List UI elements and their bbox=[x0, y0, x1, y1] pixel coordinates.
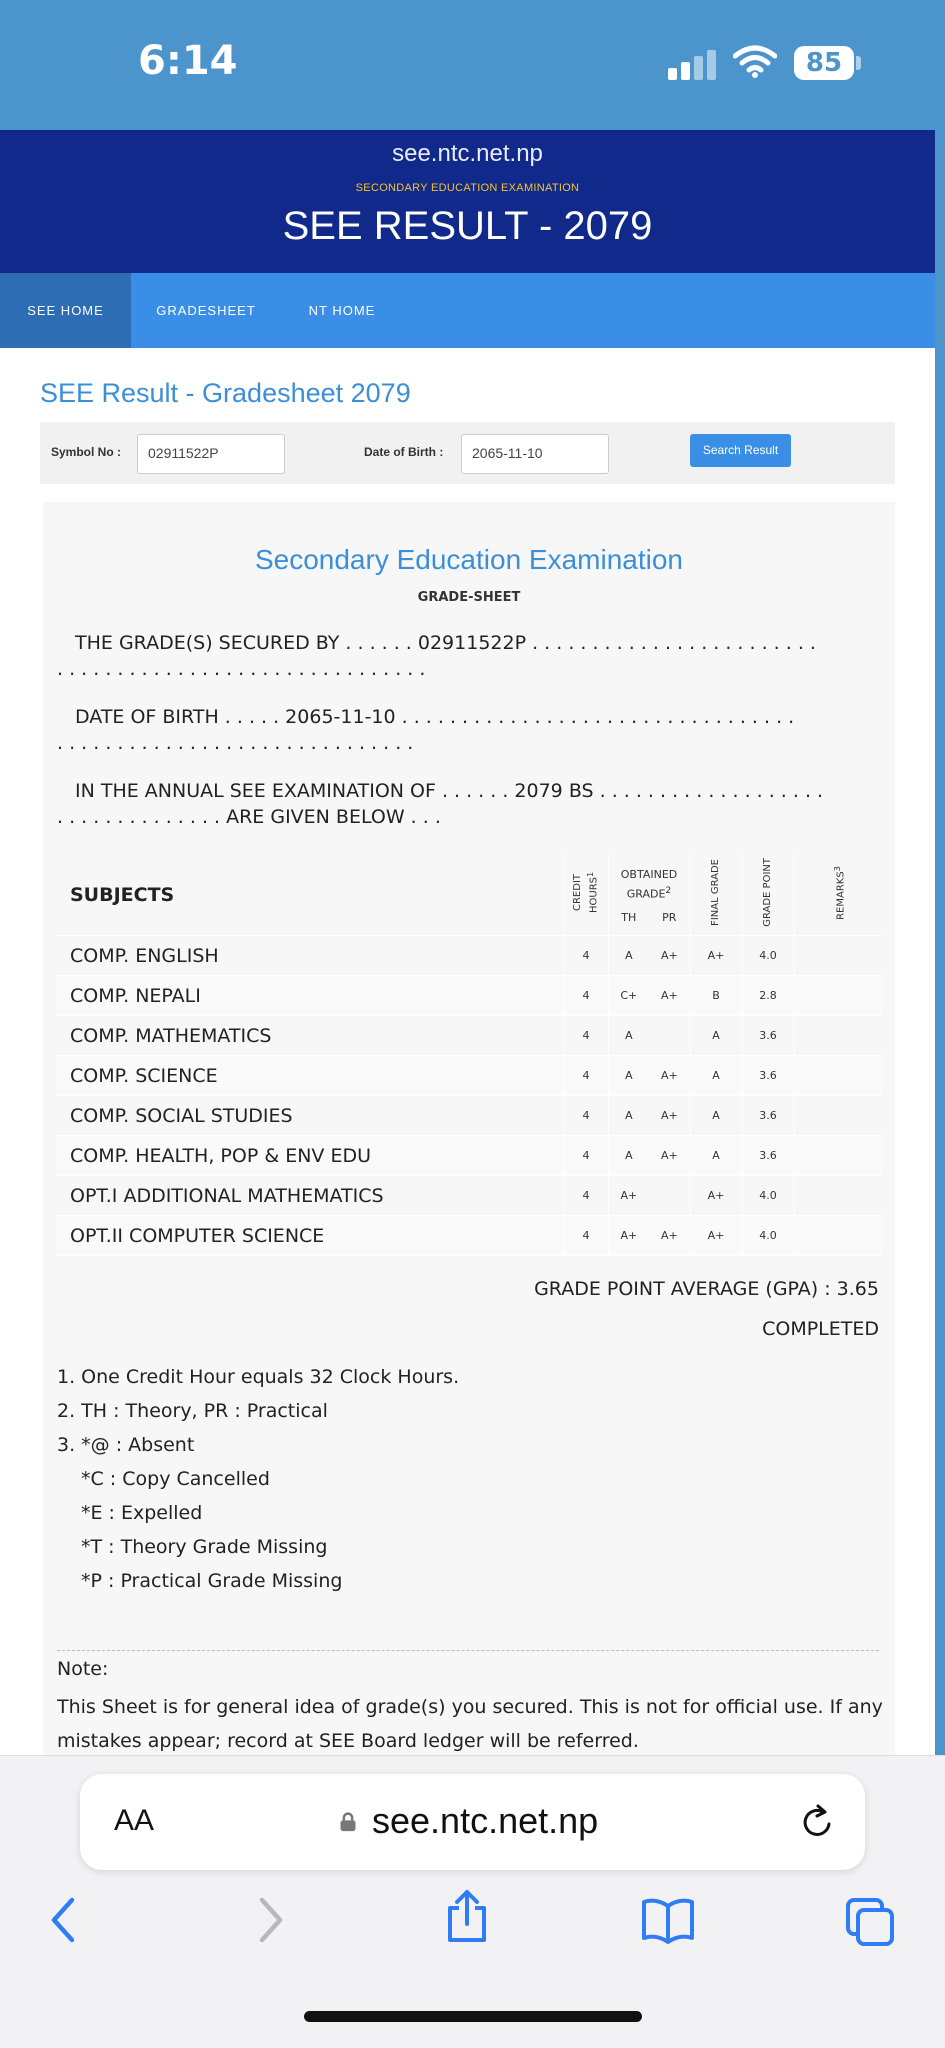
subject-cell: COMP. HEALTH, POP & ENV EDU bbox=[56, 1136, 564, 1176]
note-text: This Sheet is for general idea of grade(s) you secured. This is not for official use. If any mistakes appear; record at SEE Board ledger will be referred. bbox=[57, 1696, 883, 1752]
symbol-label: Symbol No : bbox=[51, 445, 122, 459]
table-row bbox=[56, 1176, 883, 1216]
battery-indicator: 85 bbox=[794, 46, 854, 80]
grade-table bbox=[56, 854, 883, 1256]
site-title: SEE RESULT - 2079 bbox=[282, 204, 653, 248]
remarks-cell bbox=[794, 936, 883, 976]
nav-nt-home[interactable]: NT HOME bbox=[308, 303, 376, 318]
sheet-subtitle: GRADE-SHEET bbox=[417, 590, 521, 605]
header-obtained-label: OBTAINED GRADE bbox=[620, 868, 678, 901]
th-grade-cell: A bbox=[608, 1016, 649, 1056]
statement-line: . . . . . . . . . . . . . . ARE GIVEN BELOW . . . bbox=[57, 806, 441, 828]
credit-cell: 4 bbox=[564, 936, 608, 976]
share-icon[interactable] bbox=[444, 1888, 490, 1944]
gpa-value: GRADE POINT AVERAGE (GPA) : 3.65 bbox=[534, 1278, 879, 1300]
navbar bbox=[0, 273, 935, 348]
footnote-subitem: *E : Expelled bbox=[81, 1502, 203, 1524]
grade-point-cell: 4.0 bbox=[742, 1216, 794, 1256]
search-form bbox=[40, 422, 895, 484]
remarks-cell bbox=[794, 1056, 883, 1096]
reload-icon[interactable] bbox=[798, 1802, 838, 1842]
statement-exam bbox=[57, 778, 887, 830]
subject-cell: OPT.I ADDITIONAL MATHEMATICS bbox=[56, 1176, 564, 1216]
table-row bbox=[56, 1216, 883, 1256]
page-title: SEE Result - Gradesheet 2079 bbox=[40, 378, 411, 408]
final-grade-cell: A+ bbox=[690, 936, 742, 976]
grade-point-cell: 4.0 bbox=[742, 1176, 794, 1216]
header-final-text: FINAL GRADE bbox=[710, 859, 721, 926]
forward-icon[interactable] bbox=[252, 1896, 288, 1944]
site-header bbox=[0, 130, 935, 273]
subject-cell: COMP. ENGLISH bbox=[56, 936, 564, 976]
header-remarks-sup: 3 bbox=[831, 865, 842, 871]
remarks-cell bbox=[794, 1136, 883, 1176]
credit-cell: 4 bbox=[564, 1136, 608, 1176]
table-row bbox=[56, 1096, 883, 1136]
divider bbox=[57, 1650, 879, 1651]
header-obtained-sup: 2 bbox=[665, 885, 672, 897]
subject-cell: COMP. SCIENCE bbox=[56, 1056, 564, 1096]
subject-cell: COMP. MATHEMATICS bbox=[56, 1016, 564, 1056]
pr-grade-cell: A+ bbox=[649, 1216, 690, 1256]
address-bar[interactable] bbox=[80, 1774, 865, 1870]
header-obtained-grade bbox=[608, 854, 690, 936]
credit-cell: 4 bbox=[564, 1016, 608, 1056]
sheet-title: Secondary Education Examination bbox=[254, 544, 684, 575]
table-row bbox=[56, 936, 883, 976]
dob-label: Date of Birth : bbox=[364, 445, 444, 459]
th-grade-cell: C+ bbox=[608, 976, 649, 1016]
final-grade-cell: A bbox=[690, 1096, 742, 1136]
bookmarks-icon[interactable] bbox=[640, 1896, 696, 1944]
pr-grade-cell bbox=[649, 1016, 690, 1056]
pr-grade-cell: A+ bbox=[649, 936, 690, 976]
wifi-icon bbox=[733, 44, 777, 78]
remarks-cell bbox=[794, 1016, 883, 1056]
header-th: TH bbox=[621, 910, 637, 924]
subject-cell: OPT.II COMPUTER SCIENCE bbox=[56, 1216, 564, 1256]
table-row bbox=[56, 1056, 883, 1096]
browser-toolbar bbox=[0, 1755, 945, 2048]
header-final-grade bbox=[690, 854, 742, 936]
header-credit-hours bbox=[564, 854, 608, 936]
note-heading: Note: bbox=[57, 1658, 109, 1680]
header-pr: PR bbox=[662, 910, 677, 924]
final-grade-cell: A bbox=[690, 1056, 742, 1096]
grade-point-cell: 3.6 bbox=[742, 1136, 794, 1176]
header-remarks-text: REMARKS bbox=[834, 870, 846, 920]
footnote-item: 3. *@ : Absent bbox=[57, 1434, 195, 1456]
clock: 6:14 bbox=[138, 38, 238, 84]
final-grade-cell: A bbox=[690, 1016, 742, 1056]
grade-sheet bbox=[43, 502, 895, 1755]
back-icon[interactable] bbox=[46, 1896, 82, 1944]
statement-line: DATE OF BIRTH . . . . . 2065-11-10 . . . . . . . . . . . . . . . . . . . . . . . . . . . . . . . . . bbox=[75, 706, 795, 728]
subject-cell: COMP. NEPALI bbox=[56, 976, 564, 1016]
credit-cell: 4 bbox=[564, 1216, 608, 1256]
th-grade-cell: A bbox=[608, 936, 649, 976]
header-remarks bbox=[794, 854, 883, 936]
footnote-subitem: *T : Theory Grade Missing bbox=[81, 1536, 328, 1558]
th-grade-cell: A bbox=[608, 1056, 649, 1096]
statement-secured-by bbox=[57, 630, 887, 682]
grade-point-cell: 4.0 bbox=[742, 936, 794, 976]
statement-line: IN THE ANNUAL SEE EXAMINATION OF . . . . . . 2079 BS . . . . . . . . . . . . . . . . . . . bbox=[75, 780, 824, 802]
header-obtained-text bbox=[609, 867, 689, 903]
site-subtitle: SECONDARY EDUCATION EXAMINATION bbox=[355, 182, 580, 194]
search-result-button[interactable]: Search Result bbox=[690, 434, 791, 467]
footnotes bbox=[57, 1360, 459, 1598]
th-grade-cell: A+ bbox=[608, 1216, 649, 1256]
statement-dob bbox=[57, 704, 887, 756]
battery-nub bbox=[856, 56, 861, 70]
pr-grade-cell: A+ bbox=[649, 1096, 690, 1136]
table-row bbox=[56, 976, 883, 1016]
grade-point-cell: 3.6 bbox=[742, 1056, 794, 1096]
table-row bbox=[56, 1016, 883, 1056]
symbol-input[interactable]: 02911522P bbox=[137, 434, 285, 474]
nav-see-home[interactable]: SEE HOME bbox=[0, 273, 131, 348]
header-gp-text: GRADE POINT bbox=[762, 858, 773, 927]
statement-line: THE GRADE(S) SECURED BY . . . . . . 02911522P . . . . . . . . . . . . . . . . . . . . . . . . bbox=[75, 632, 816, 654]
final-grade-cell: B bbox=[690, 976, 742, 1016]
lock-icon bbox=[338, 1812, 358, 1832]
header-grade-point bbox=[742, 854, 794, 936]
cellular-signal-icon bbox=[668, 48, 720, 80]
web-page bbox=[0, 130, 935, 1755]
th-grade-cell: A+ bbox=[608, 1176, 649, 1216]
header-subjects: SUBJECTS bbox=[56, 854, 564, 936]
credit-cell: 4 bbox=[564, 1056, 608, 1096]
remarks-cell bbox=[794, 1096, 883, 1136]
statement-line: . . . . . . . . . . . . . . . . . . . . . . . . . . . . . . bbox=[57, 732, 414, 754]
site-domain: see.ntc.net.np bbox=[392, 140, 543, 167]
footnote-item: 1. One Credit Hour equals 32 Clock Hours. bbox=[57, 1366, 460, 1388]
status-bar bbox=[0, 0, 945, 130]
final-grade-cell: A bbox=[690, 1136, 742, 1176]
pr-grade-cell: A+ bbox=[649, 1136, 690, 1176]
final-grade-cell: A+ bbox=[690, 1176, 742, 1216]
subject-cell: COMP. SOCIAL STUDIES bbox=[56, 1096, 564, 1136]
pr-grade-cell: A+ bbox=[649, 976, 690, 1016]
final-grade-cell: A+ bbox=[690, 1216, 742, 1256]
remarks-cell bbox=[794, 976, 883, 1016]
credit-cell: 4 bbox=[564, 976, 608, 1016]
result-status: COMPLETED bbox=[762, 1318, 879, 1340]
remarks-cell bbox=[794, 1216, 883, 1256]
table-header-row bbox=[56, 854, 883, 936]
footnote-subitem: *P : Practical Grade Missing bbox=[81, 1570, 343, 1592]
reader-aa-button[interactable]: AA bbox=[114, 1804, 155, 1837]
statement-line: . . . . . . . . . . . . . . . . . . . . . . . . . . . . . . . bbox=[57, 658, 426, 680]
credit-cell: 4 bbox=[564, 1096, 608, 1136]
tabs-icon[interactable] bbox=[844, 1896, 896, 1948]
nav-gradesheet[interactable]: GRADESHEET bbox=[156, 303, 256, 318]
remarks-cell bbox=[794, 1176, 883, 1216]
footnote-subitem: *C : Copy Cancelled bbox=[81, 1468, 270, 1490]
dob-input[interactable]: 2065-11-10 bbox=[461, 434, 609, 474]
th-grade-cell: A bbox=[608, 1136, 649, 1176]
home-indicator bbox=[304, 2011, 642, 2022]
footnote-item: 2. TH : Theory, PR : Practical bbox=[57, 1400, 328, 1422]
grade-point-cell: 2.8 bbox=[742, 976, 794, 1016]
header-credit-sup: 1 bbox=[584, 871, 595, 878]
url-text[interactable]: see.ntc.net.np bbox=[372, 1800, 599, 1841]
pr-grade-cell: A+ bbox=[649, 1056, 690, 1096]
table-row bbox=[56, 1136, 883, 1176]
th-grade-cell: A bbox=[608, 1096, 649, 1136]
header-credit-text: CREDIT HOURS bbox=[571, 874, 600, 914]
grade-point-cell: 3.6 bbox=[742, 1096, 794, 1136]
credit-cell: 4 bbox=[564, 1176, 608, 1216]
pr-grade-cell bbox=[649, 1176, 690, 1216]
grade-point-cell: 3.6 bbox=[742, 1016, 794, 1056]
